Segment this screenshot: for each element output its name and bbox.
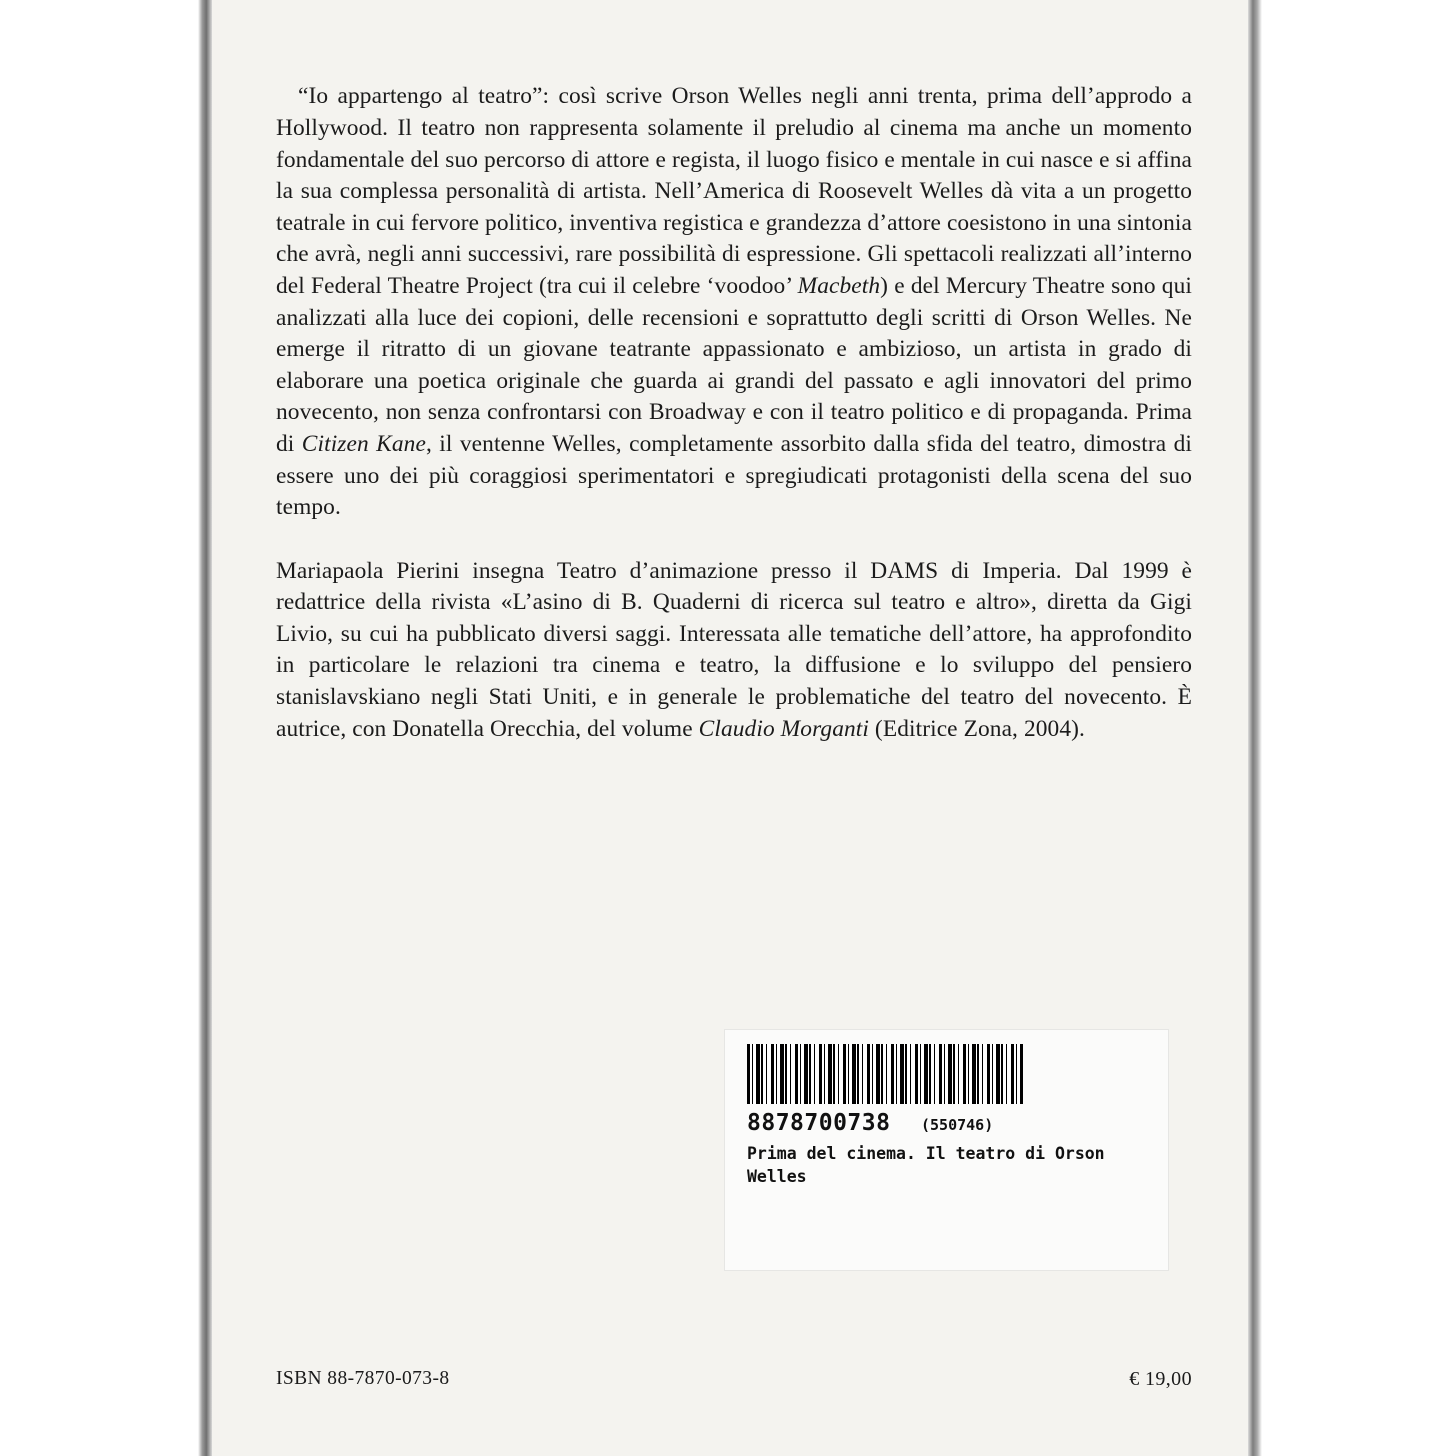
author-bio-paragraph <box>276 556 1192 746</box>
blurb-italic-citizen-kane: Citizen Kane <box>301 430 426 457</box>
blurb-paragraph <box>276 81 1192 523</box>
cover-text-block <box>276 58 1192 769</box>
page-edge-right <box>1248 0 1262 1456</box>
barcode-sticker <box>725 1030 1168 1270</box>
blurb-italic-macbeth: Macbeth <box>797 272 881 299</box>
blurb-part-2: ) e del Mercury Theatre sono qui analizzati alla luce dei copioni, delle recensioni e soprattutto degli scritti di Orson Welles. Ne emerge il ritratto di un giovane teatrante appassionato e ambizioso, un artista in grado di elaborare una poetica originale che guarda ai grandi del passato e agli innovatori del primo novecento, non senza confrontarsi con Broadway e con il teatro politico e di propaganda. Prima di <box>276 272 1192 457</box>
blurb-part-3: , il ventenne Welles, completamente assorbito dalla sfida del teatro, dimostra di essere uno dei più coraggiosi sperimentatori e spregiudicati protagonisti della scena del suo tempo. <box>276 430 1193 521</box>
isbn-text: ISBN 88-7870-073-8 <box>276 1368 450 1389</box>
back-cover-surface <box>212 0 1248 1456</box>
sticker-title: Prima del cinema. Il teatro di Orson Welles <box>747 1144 1105 1186</box>
page-edge-left <box>198 0 212 1456</box>
barcode-icon <box>747 1044 1023 1104</box>
bio-part-1: Mariapaola Pierini insegna Teatro d’animazione presso il DAMS di Imperia. Dal 1999 è redattrice della rivista «L’asino di B. Quaderni di ricerca sul teatro e altro», diretta da Gigi Livio, su cui ha pubblicato diversi saggi. Interessata alle tematiche dell’attore, ha approfondito in particolare le relazioni tra cinema e teatro, la diffusione e lo sviluppo del pensiero stanislavskiano negli Stati Uniti, e in generale le problematiche del teatro del novecento. È autrice, con Donatella Orecchia, del volume <box>276 557 1192 742</box>
price-text: € 19,00 <box>1129 1368 1192 1390</box>
sticker-paren-code: (550746) <box>921 1116 994 1134</box>
bio-italic-claudio-morganti: Claudio Morganti <box>698 715 869 742</box>
sticker-code: 8878700738 <box>747 1110 891 1136</box>
barcode-area <box>747 1044 1023 1104</box>
blurb-part-1: “Io appartengo al teatro”: così scrive Orson Welles negli anni trenta, prima dell’approdo a Hollywood. Il teatro non rappresenta solamente il preludio al cinema ma anche un momento fondamentale del suo percorso di attore e regista, il luogo fisico e mentale in cui nasce e si affina la sua complessa personalità di artista. Nell’America di Roosevelt Welles dà vita a un progetto teatrale in cui fervore politico, inventiva registica e grandezza d’attore coesistono in una sintonia che avrà, negli anni successivi, rare possibilità di espressione. Gli spettacoli realizzati all’interno del Federal Theatre Project (tra cui il celebre ‘voodoo’ <box>276 83 1192 299</box>
bio-part-2: (Editrice Zona, 2004). <box>868 715 1085 742</box>
